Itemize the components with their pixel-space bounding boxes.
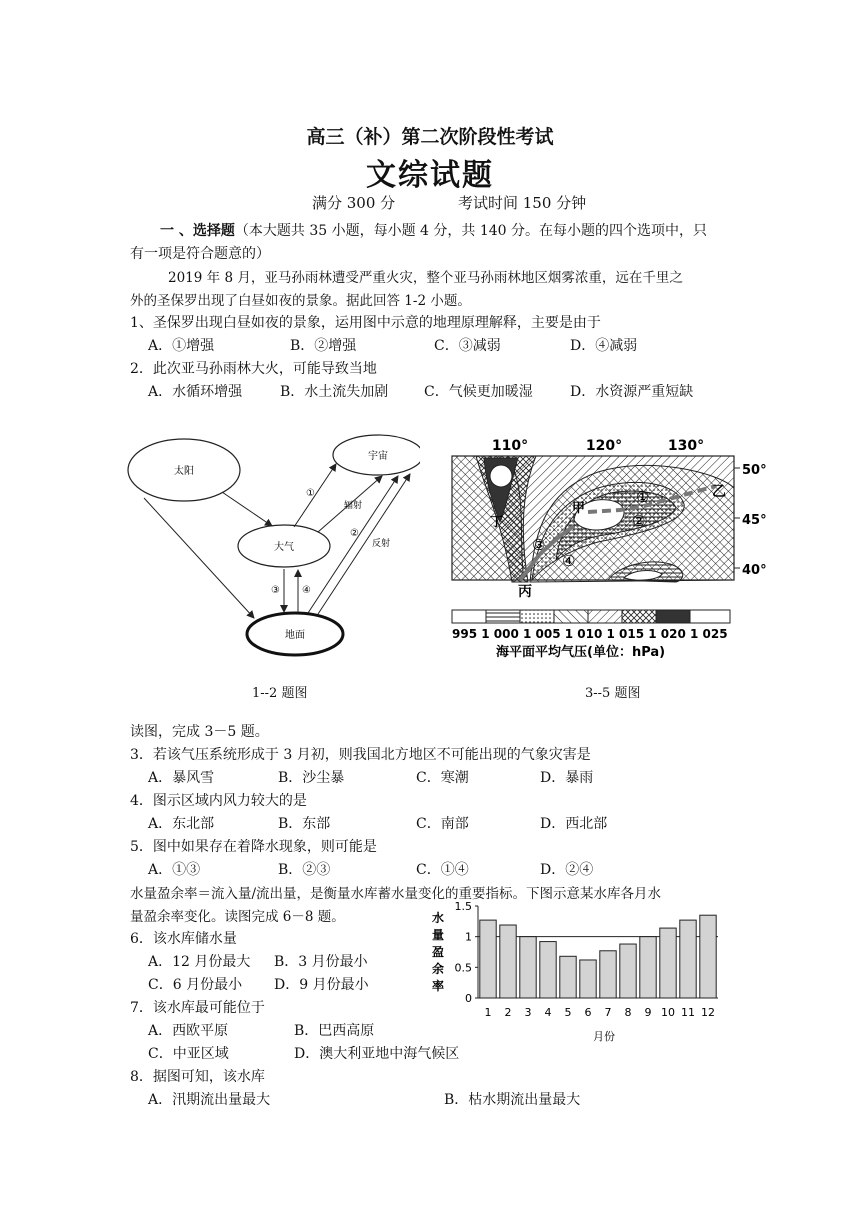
passage2-line2: 量盈余率变化。读图完成 6－8 题。 xyxy=(130,909,345,925)
q7-option-d[interactable]: D．澳大利亚地中海气候区 xyxy=(294,1046,460,1062)
q1-option-d[interactable]: D．④减弱 xyxy=(570,338,638,354)
q6-option-b[interactable]: B．3 月份最小 xyxy=(274,954,368,970)
legend-values: 995 1 000 1 005 1 010 1 015 1 020 1 025 xyxy=(452,627,728,641)
q6-stem: 6．该水库储水量 xyxy=(130,931,237,947)
passage2-line1: 水量盈余率＝流入量/流出量，是衡量水库蓄水量变化的重要指标。下图示意某水库各月水 xyxy=(130,886,662,902)
q2-option-b[interactable]: B．水土流失加剧 xyxy=(280,384,389,400)
pressure-legend xyxy=(452,610,730,623)
lon-110: 110° xyxy=(491,438,529,454)
bar xyxy=(500,925,516,998)
q2-option-c[interactable]: C．气候更加暖湿 xyxy=(424,384,533,400)
q3-option-c[interactable]: C．寒潮 xyxy=(416,770,469,786)
q1-option-c[interactable]: C．③减弱 xyxy=(434,338,501,354)
section-heading xyxy=(160,220,707,240)
bar xyxy=(560,956,576,998)
q4-stem: 4．图示区域内风力较大的是 xyxy=(130,793,307,809)
q6-option-c[interactable]: C．6 月份最小 xyxy=(148,977,243,993)
full-score: 满分 300 分 xyxy=(312,194,396,212)
arrow-label-4: ④ xyxy=(302,585,311,596)
y-tick-label: 1.5 xyxy=(454,900,472,913)
lon-120: 120° xyxy=(585,438,623,454)
x-tick-label: 5 xyxy=(564,1006,572,1019)
energy-diagram xyxy=(120,428,420,660)
x-tick-label: 11 xyxy=(681,1006,695,1019)
x-tick-label: 10 xyxy=(661,1006,675,1019)
x-tick-label: 9 xyxy=(644,1006,652,1019)
marker-1: ① xyxy=(636,488,650,506)
legend-title: 海平面平均气压(单位：hPa) xyxy=(496,645,666,660)
reflection-label: 反射 xyxy=(372,539,391,549)
q3-stem: 3．若该气压系统形成于 3 月初，则我国北方地区不可能出现的气象灾害是 xyxy=(130,747,591,763)
bar xyxy=(520,937,536,998)
x-tick-label: 6 xyxy=(584,1006,592,1019)
bar xyxy=(540,942,556,998)
section-heading-label: 一 、选择题 xyxy=(160,223,235,239)
subject-title: 文综试题 xyxy=(366,158,494,193)
place-bing: 丙 xyxy=(518,584,532,600)
lat-40: 40° xyxy=(742,563,767,578)
q4-option-a[interactable]: A．东北部 xyxy=(148,816,215,832)
bar xyxy=(640,937,656,998)
passage1-line2: 外的圣保罗出现了白昼如夜的景象。据此回答 1-2 小题。 xyxy=(130,293,471,309)
exam-time: 考试时间 150 分钟 xyxy=(458,194,587,212)
y-tick-label: 0 xyxy=(465,992,472,1005)
q4-option-d[interactable]: D．西北部 xyxy=(540,816,608,832)
exam-title: 高三（补）第二次阶段性考试 xyxy=(306,126,554,148)
marker-4: ④ xyxy=(562,552,576,570)
space-label: 宇宙 xyxy=(368,451,388,462)
ground-label: 地面 xyxy=(285,630,305,641)
q4-option-c[interactable]: C．南部 xyxy=(416,816,469,832)
bar xyxy=(480,920,496,998)
q6-option-a[interactable]: A．12 月份最大 xyxy=(148,954,251,970)
bar xyxy=(660,928,676,998)
ylabel-char: 余 xyxy=(432,962,445,976)
lat-50: 50° xyxy=(742,463,767,478)
section-heading-desc-2: 有一项是符合题意的） xyxy=(130,246,270,262)
arrow-label-1: ① xyxy=(306,488,315,499)
bar xyxy=(580,960,596,998)
q1-option-b[interactable]: B．②增强 xyxy=(290,338,357,354)
marker-3: ③ xyxy=(532,536,546,554)
q7-option-a[interactable]: A．西欧平原 xyxy=(148,1023,229,1039)
lat-45: 45° xyxy=(742,513,767,528)
place-jia: 甲 xyxy=(572,501,586,516)
diagram1-caption: 1--2 题图 xyxy=(252,686,308,701)
place-yi: 乙 xyxy=(712,484,726,500)
x-tick-label: 4 xyxy=(544,1006,552,1019)
atmosphere-label: 大气 xyxy=(274,542,294,553)
q2-stem: 2．此次亚马孙雨林大火，可能导致当地 xyxy=(130,361,377,377)
lon-130: 130° xyxy=(667,438,705,454)
x-tick-label: 2 xyxy=(504,1006,512,1019)
arrow-label-2: ② xyxy=(350,528,359,539)
x-tick-label: 1 xyxy=(484,1006,492,1019)
q8-stem: 8．据图可知，该水库 xyxy=(130,1069,265,1085)
q1-option-a[interactable]: A．①增强 xyxy=(148,338,215,354)
radiation-label: 辐射 xyxy=(344,501,363,511)
bar xyxy=(680,920,696,998)
q7-option-b[interactable]: B．巴西高原 xyxy=(294,1023,375,1039)
water-surplus-chart xyxy=(418,898,728,1046)
place-ding: 丁 xyxy=(490,515,504,530)
ylabel-char: 率 xyxy=(432,979,445,993)
q5-option-c[interactable]: C．①④ xyxy=(416,862,469,878)
map-caption: 3--5 题图 xyxy=(585,686,641,701)
q3-option-b[interactable]: B．沙尘暴 xyxy=(278,770,345,786)
q2-option-a[interactable]: A．水循环增强 xyxy=(148,384,243,400)
x-tick-label: 3 xyxy=(524,1006,532,1019)
q4-option-b[interactable]: B．东部 xyxy=(278,816,331,832)
passage1-line1: 2019 年 8 月，亚马孙雨林遭受严重火灾，整个亚马孙雨林地区烟雾浓重，远在千里之 xyxy=(168,270,683,286)
pressure-map xyxy=(448,432,774,668)
marker-2: ② xyxy=(632,512,646,530)
arrow-label-3: ③ xyxy=(271,585,280,596)
q1-stem: 1、圣保罗出现白昼如夜的景象，运用图中示意的地理原理解释，主要是由于 xyxy=(130,315,601,331)
x-tick-label: 7 xyxy=(604,1006,612,1019)
bar xyxy=(620,944,636,998)
ylabel-char: 量 xyxy=(432,928,445,942)
q7-stem: 7．该水库最可能位于 xyxy=(130,1000,265,1016)
q7-option-c[interactable]: C．中亚区域 xyxy=(148,1046,229,1062)
q8-option-b[interactable]: B．枯水期流出量最大 xyxy=(444,1092,581,1108)
q2-option-d[interactable]: D．水资源严重短缺 xyxy=(570,384,694,400)
q3-option-a[interactable]: A．暴风雪 xyxy=(148,770,215,786)
chart-xlabel: 月份 xyxy=(593,1030,615,1043)
x-tick-label: 12 xyxy=(701,1006,715,1019)
y-tick-label: 1 xyxy=(465,930,472,944)
sun-label: 太阳 xyxy=(174,466,194,477)
q5-stem: 5．图中如果存在着降水现象，则可能是 xyxy=(130,839,377,855)
ylabel-char: 盈 xyxy=(432,945,445,959)
bar xyxy=(600,951,616,998)
y-tick-label: 0.5 xyxy=(454,961,472,975)
q8-option-a[interactable]: A．汛期流出量最大 xyxy=(148,1092,271,1108)
section-heading-desc: （本大题共 35 小题，每小题 4 分，共 140 分。在每小题的四个选项中，只 xyxy=(234,223,708,239)
x-tick-label: 8 xyxy=(624,1006,632,1019)
intro-3-5: 读图，完成 3－5 题。 xyxy=(130,724,269,740)
ylabel-char: 水 xyxy=(432,911,445,925)
chart-ylabel xyxy=(432,910,444,993)
q6-option-d[interactable]: D．9 月份最小 xyxy=(274,977,369,993)
q5-option-a[interactable]: A．①③ xyxy=(148,862,201,878)
bar xyxy=(700,915,716,998)
q3-option-d[interactable]: D．暴雨 xyxy=(540,770,594,786)
q5-option-d[interactable]: D．②④ xyxy=(540,862,594,878)
q5-option-b[interactable]: B．②③ xyxy=(278,862,331,878)
